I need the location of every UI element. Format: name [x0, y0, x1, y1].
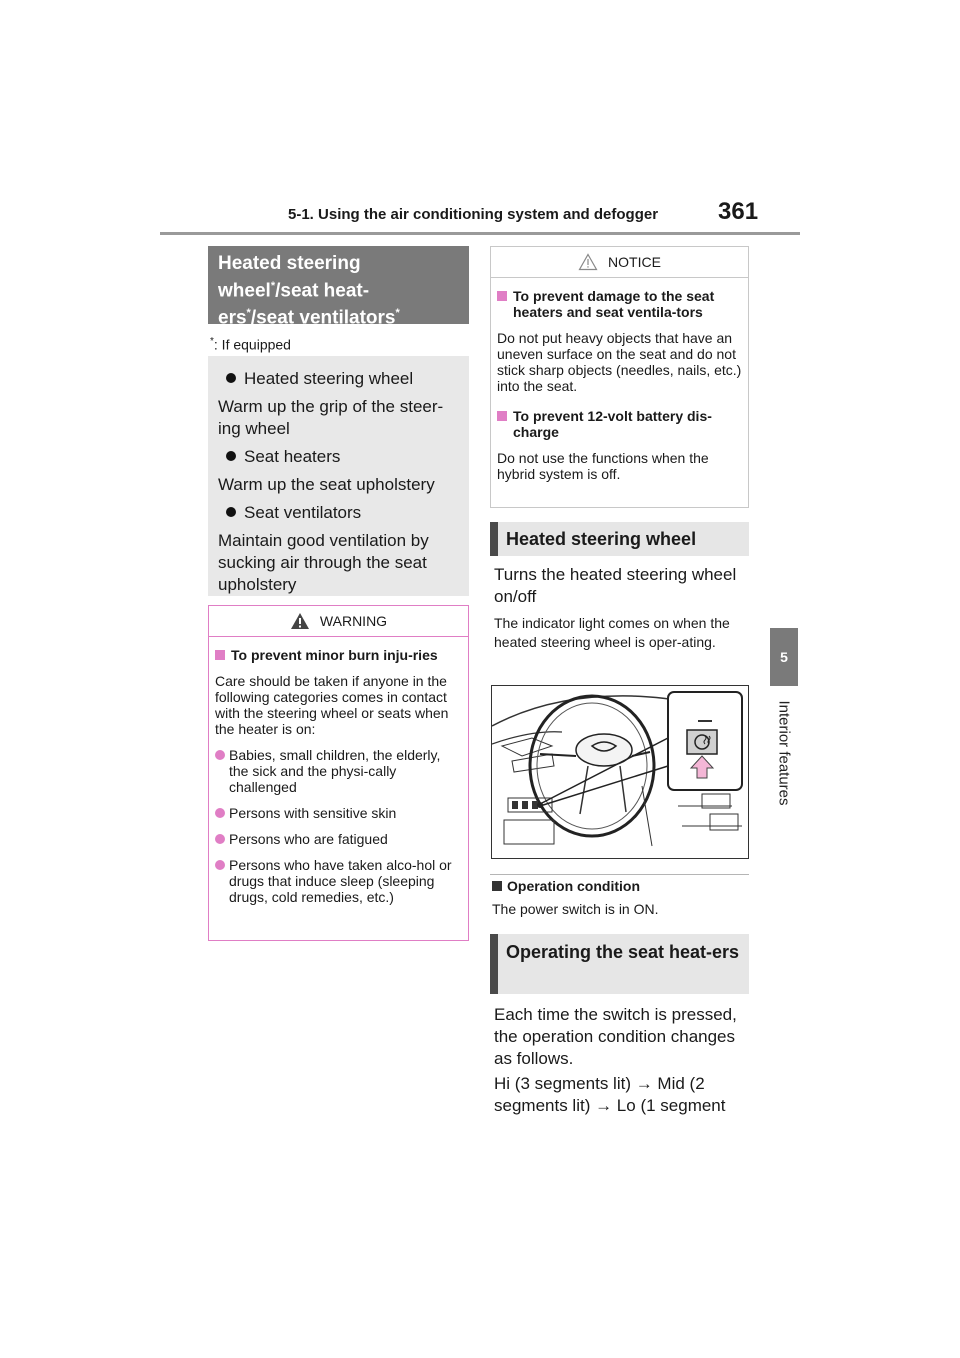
- asterisk-marker: *: [246, 307, 251, 320]
- main-heading-part4: /seat ventilators: [250, 307, 396, 329]
- bullet-dot-icon: [215, 860, 225, 870]
- warning-subheading: To prevent minor burn inju-ries: [215, 647, 462, 663]
- warning-bullet: Persons with sensitive skin: [215, 805, 462, 821]
- dashboard-illustration: [491, 685, 749, 859]
- square-bullet-icon: [492, 881, 502, 891]
- asterisk-marker: *: [395, 307, 400, 320]
- main-heading-part1: Heated steering wheel: [218, 253, 361, 302]
- notice-box: [490, 246, 749, 508]
- warning-intro: Care should be taken if anyone in the following categories comes in contact with the steering wheel or seats when the heater is on:: [215, 673, 449, 737]
- footnote-text: : If equipped: [213, 336, 291, 353]
- footnote-marker: *: [210, 336, 214, 347]
- warning-triangle-icon: [290, 612, 310, 630]
- main-heading: [208, 246, 469, 329]
- section-title: 5-1. Using the air conditioning system and defogger: [288, 206, 659, 223]
- bullet-dot-icon: [226, 507, 236, 517]
- square-bullet-icon: [215, 650, 225, 660]
- square-bullet-icon: [497, 291, 507, 301]
- feature-title: Heated steering wheel: [244, 369, 414, 388]
- chapter-title-label: Interior features: [775, 700, 793, 806]
- footnote: [210, 336, 291, 353]
- feature-item: [218, 502, 459, 524]
- chapter-number-tab: 5: [770, 628, 798, 686]
- seat-heaters-sequence: Hi (3 segments lit) → Mid (2 segments lit) → Lo (1 segment: [494, 1074, 726, 1115]
- notice-text: Do not put heavy objects that have an uneven surface on the seat and do not stick sharp objects (needles, nails, etc.) into the seat.: [497, 330, 742, 394]
- main-heading-part2: /seat heat-: [275, 280, 370, 302]
- warning-bullet: Babies, small children, the elderly, the sick and the physi-cally challenged: [215, 747, 462, 795]
- header-divider: [160, 232, 800, 235]
- heated-steering-switch-icon: [687, 730, 717, 754]
- warning-body: [209, 637, 468, 905]
- notice-triangle-icon: [578, 253, 598, 271]
- asterisk-marker: *: [270, 280, 276, 292]
- notice-text: Do not use the functions when the hybrid system is off.: [497, 450, 709, 482]
- warning-bullet: Persons who have taken alco-hol or drugs that induce sleep (sleeping drugs, cold remedies, etc.): [215, 857, 462, 905]
- notice-subheading: To prevent damage to the seat heaters and seat ventila-tors: [497, 288, 742, 320]
- notice-body: [491, 278, 748, 482]
- heated-steering-heading: Heated steering wheel: [490, 522, 749, 556]
- warning-bullet: Persons who are fatigued: [215, 831, 462, 847]
- warning-box: [208, 605, 469, 941]
- chapter-title-tab: [770, 694, 798, 812]
- features-panel: [208, 356, 469, 596]
- heated-steering-note: The indicator light comes on when the heated steering wheel is oper-ating.: [494, 615, 730, 650]
- bullet-dot-icon: [215, 834, 225, 844]
- seat-heaters-heading: Operating the seat heat-ers: [490, 934, 749, 994]
- notice-subheading: To prevent 12-volt battery dis-charge: [497, 408, 742, 440]
- bullet-dot-icon: [215, 808, 225, 818]
- feature-description: Maintain good ventilation by sucking air through the seat upholstery: [218, 531, 429, 594]
- warning-header: [209, 606, 468, 637]
- notice-label: NOTICE: [608, 254, 661, 270]
- feature-description: Warm up the grip of the steer-ing wheel: [218, 397, 444, 438]
- feature-description: Warm up the seat upholstery: [218, 475, 435, 494]
- feature-title: Seat heaters: [244, 447, 341, 466]
- page-number: 361: [718, 198, 759, 225]
- bullet-dot-icon: [215, 750, 225, 760]
- main-heading-part3: ers: [218, 307, 247, 329]
- bullet-dot-icon: [226, 373, 236, 383]
- heated-steering-description: Turns the heated steering wheel on/off: [494, 565, 737, 606]
- feature-item: [218, 368, 459, 390]
- warning-label: WARNING: [319, 613, 388, 629]
- operation-condition-text: The power switch is in ON.: [492, 901, 659, 917]
- operation-condition-title: Operation condition: [492, 878, 640, 894]
- steering-wheel-illustration: [492, 686, 748, 858]
- feature-title: Seat ventilators: [244, 503, 362, 522]
- operation-divider: [490, 874, 749, 875]
- feature-item: [218, 446, 459, 468]
- square-bullet-icon: [497, 411, 507, 421]
- seat-heaters-description: Each time the switch is pressed, the operation condition changes as follows.: [494, 1005, 737, 1068]
- notice-header: [491, 247, 748, 278]
- bullet-dot-icon: [226, 451, 236, 461]
